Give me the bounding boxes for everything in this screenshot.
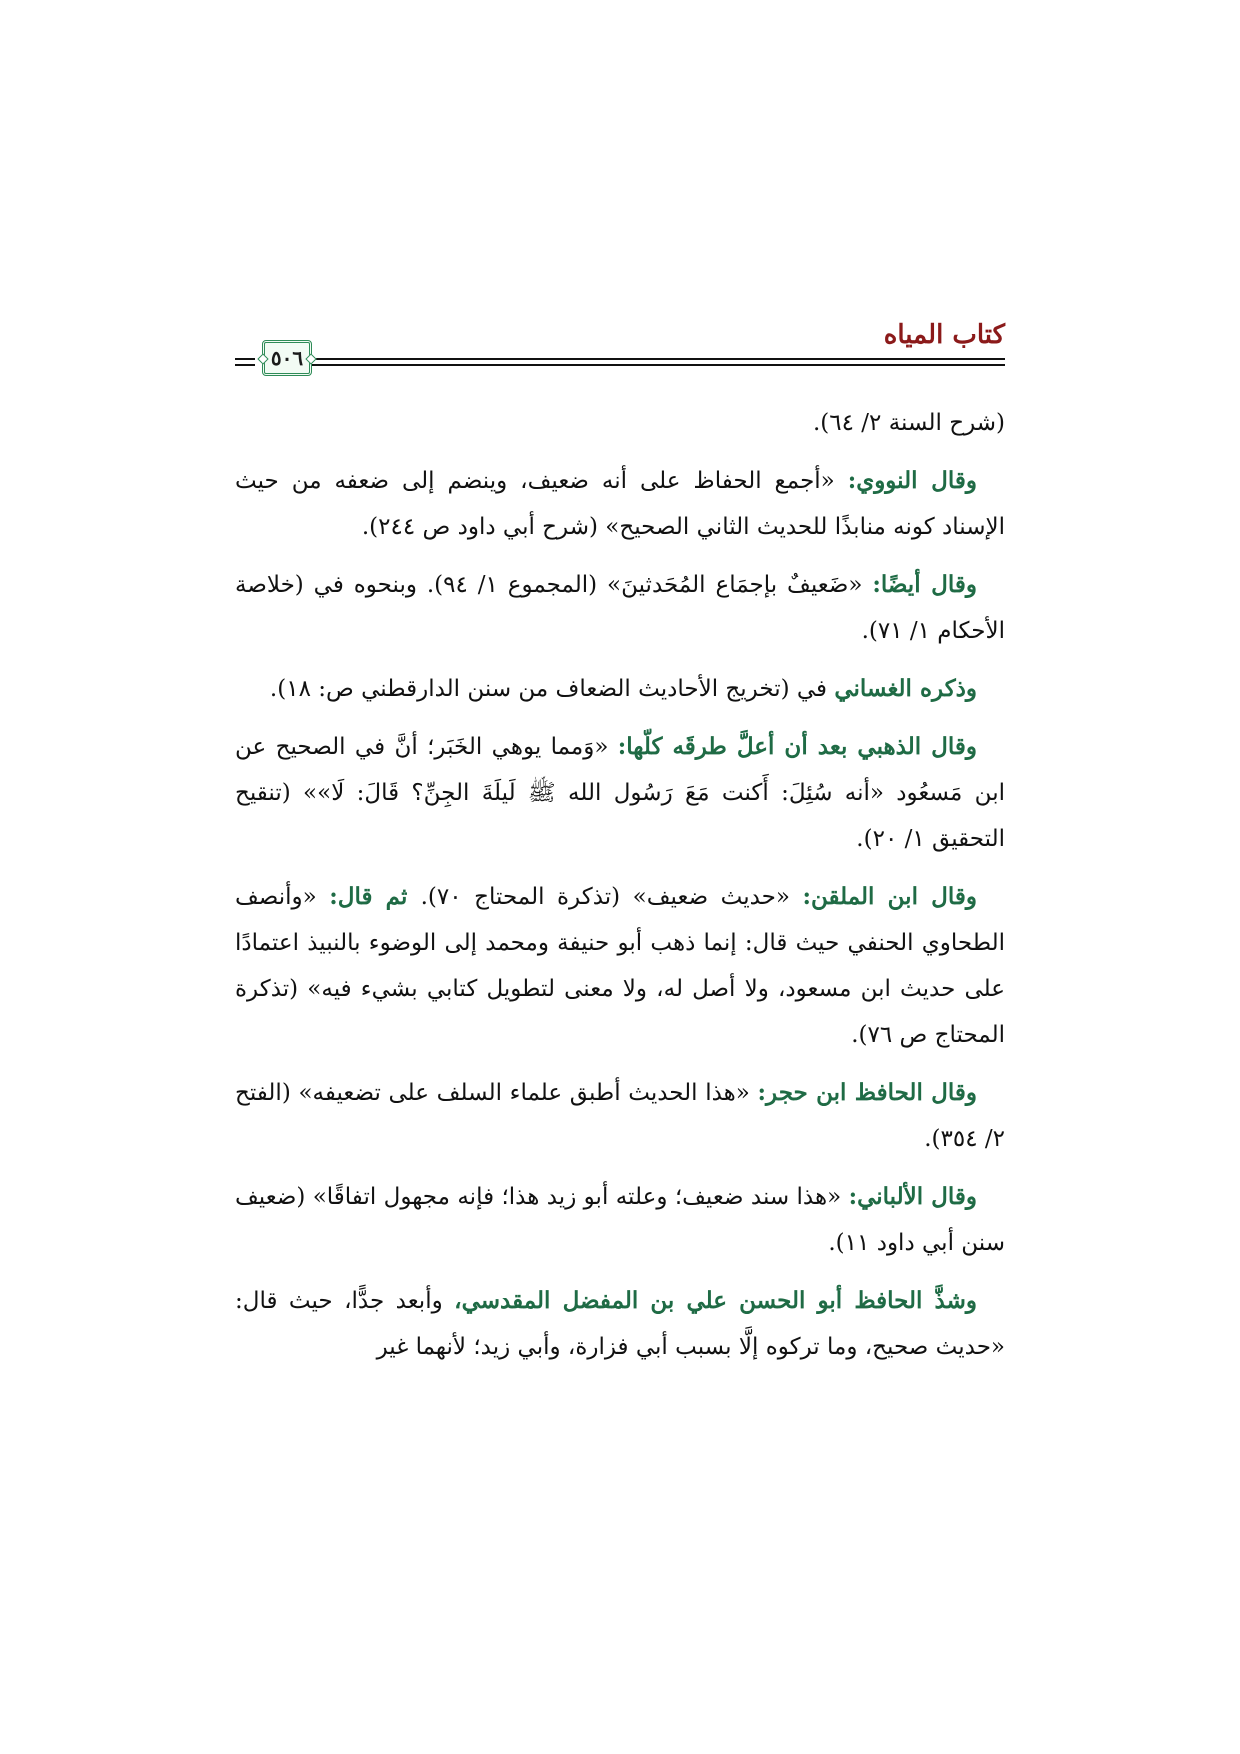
speaker-label: وذكره الغساني [834, 675, 977, 702]
speaker-label: وقال ابن الملقن: [802, 883, 977, 910]
speaker-label: وقال الحافظ ابن حجر: [757, 1079, 978, 1106]
paragraph [235, 1278, 1005, 1370]
header-rule [235, 364, 255, 366]
paragraph-text: «وَمما يوهي الخَبَر؛ أنَّ في الصحيح عن ابن مَسعُود «أنه سُئِلَ: أَكنت مَعَ رَسُول الله ﷺ لَيلَةَ الجِنِّ؟ قَالَ: لَا»» (تنقيح التحقيق ١/ ٢٠). [235, 734, 1005, 852]
paragraph [235, 1174, 1005, 1266]
paragraph [235, 724, 1005, 862]
paragraph-text: (شرح السنة ٢/ ٦٤). [812, 410, 1005, 436]
page-body [235, 400, 1005, 1382]
paragraph-text: «حديث ضعيف» (تذكرة المحتاج ٧٠). [420, 884, 803, 910]
speaker-label: وقال الذهبي بعد أن أعلَّ طرقَه كلّها: [617, 733, 977, 760]
paragraph [235, 458, 1005, 550]
paragraph [235, 400, 1005, 446]
header-rule [290, 358, 1005, 360]
paragraph [235, 562, 1005, 654]
paragraph-text: «هذا سند ضعيف؛ وعلته أبو زيد هذا؛ فإنه مجهول اتفاقًا» (ضعيف سنن أبي داود ١١). [235, 1184, 1005, 1256]
paragraph-text: «ضَعيفٌ بإجمَاع المُحَدثينَ» (المجموع ١/ ٩٤). وبنحوه في (خلاصة الأحكام ١/ ٧١). [235, 572, 1005, 644]
book-title: كتاب المياه [883, 320, 1005, 350]
paragraph [235, 1070, 1005, 1162]
page-number-badge [262, 340, 312, 376]
speaker-label: وقال الألباني: [848, 1183, 977, 1210]
paragraph [235, 874, 1005, 1058]
paragraph-text: وأبعد جدًّا، حيث قال: «حديث صحيح، وما تركوه إلَّا بسبب أبي فزارة، وأبي زيد؛ لأنهما غير [235, 1288, 1005, 1360]
page-number: ٥٠٦ [270, 346, 304, 370]
header-rule [235, 358, 255, 360]
page-header [235, 318, 1005, 388]
paragraph-text: «أجمع الحفاظ على أنه ضعيف، وينضم إلى ضعفه من حيث الإسناد كونه منابذًا للحديث الثاني الصحيح» (شرح أبي داود ص ٢٤٤). [235, 468, 1005, 540]
paragraph-text: في (تخريج الأحاديث الضعاف من سنن الدارقطني ص: ١٨). [269, 676, 835, 702]
header-rule [290, 364, 1005, 366]
speaker-label: وشذَّ الحافظ أبو الحسن علي بن المفضل المقدسي، [454, 1287, 977, 1314]
paragraph-text: «وأنصف الطحاوي الحنفي حيث قال: إنما ذهب أبو حنيفة ومحمد إلى الوضوء بالنبيذ اعتمادًا على حديث ابن مسعود، ولا أصل له، ولا معنى لتطويل كتابي بشيء فيه» (تذكرة المحتاج ص ٧٦). [235, 884, 1005, 1048]
paragraph-text: «هذا الحديث أطبق علماء السلف على تضعيفه» (الفتح ٢/ ٣٥٤). [235, 1080, 1005, 1152]
speaker-label: ثم قال: [329, 883, 421, 910]
paragraph [235, 666, 1005, 712]
speaker-label: وقال النووي: [847, 467, 977, 494]
speaker-label: وقال أيضًا: [872, 571, 977, 598]
